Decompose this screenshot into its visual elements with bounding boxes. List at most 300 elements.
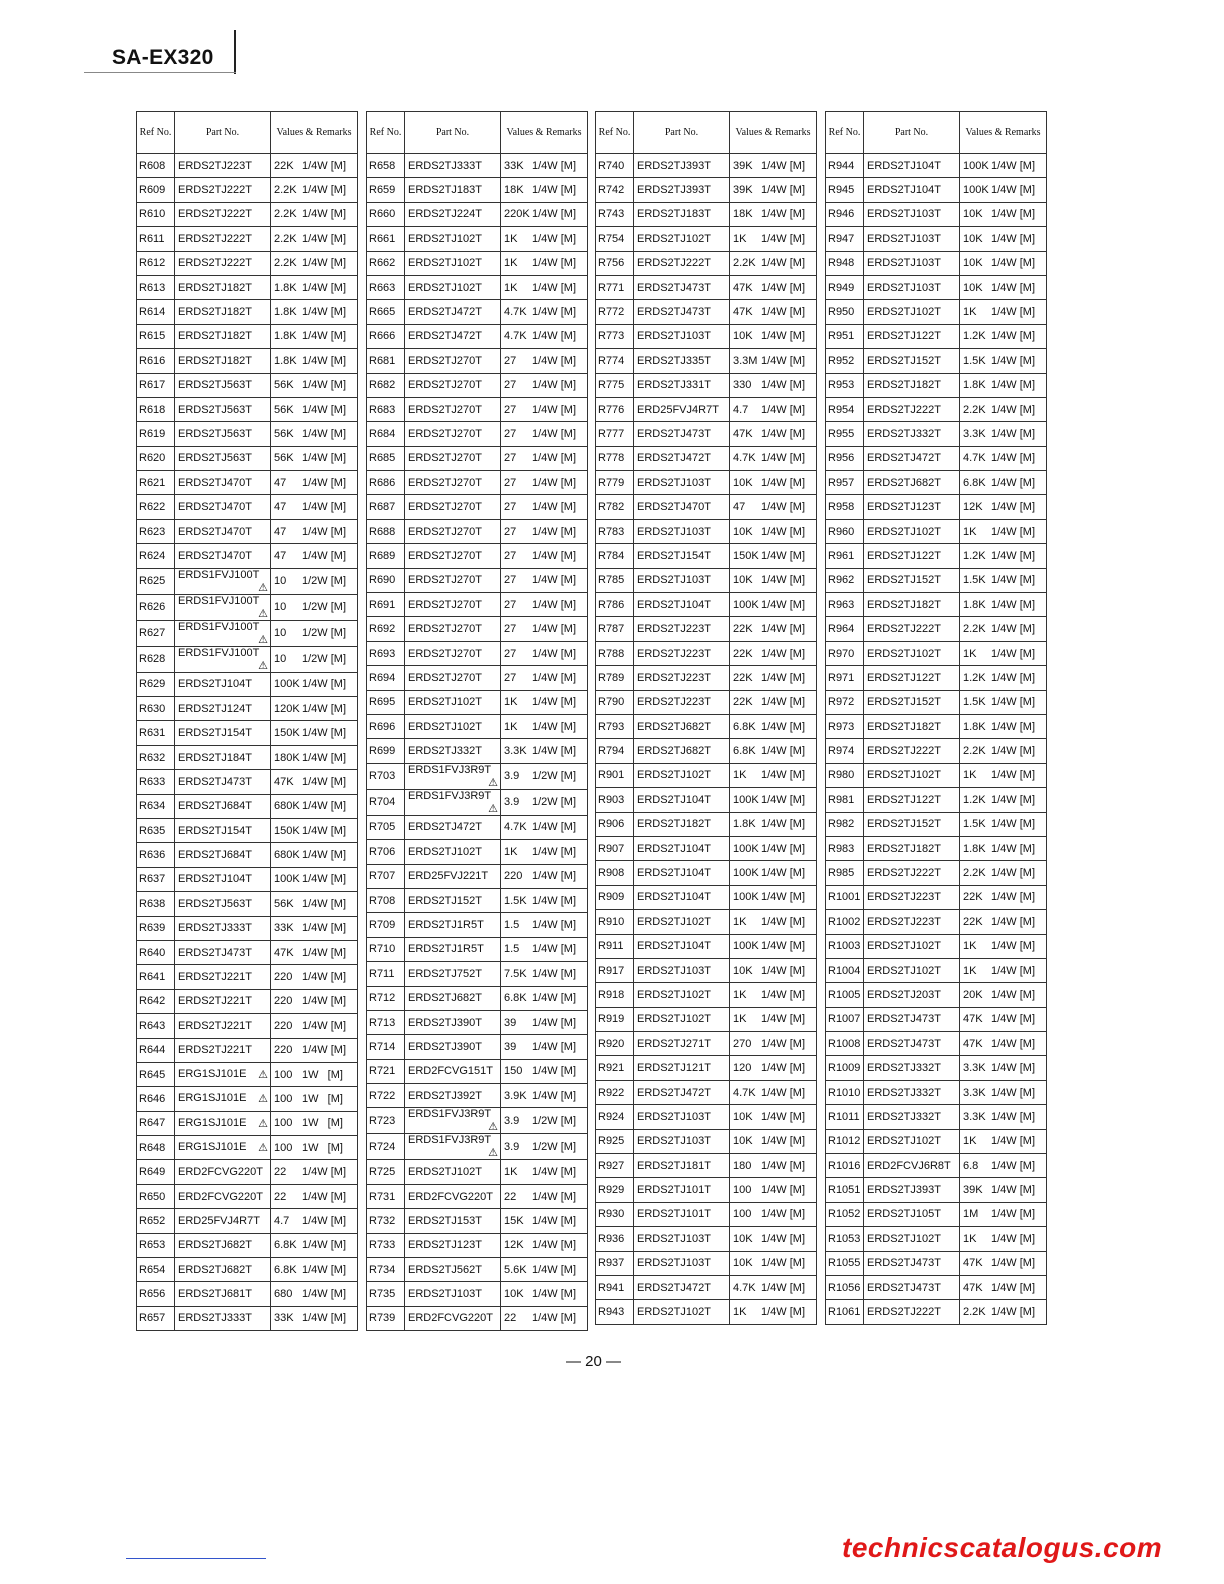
part-no bbox=[405, 1184, 501, 1208]
remarks: 1/4W [M] bbox=[532, 821, 577, 834]
value-remarks bbox=[271, 349, 358, 373]
part-no bbox=[405, 300, 501, 324]
part-no bbox=[864, 1105, 960, 1129]
ref-no: R909 bbox=[596, 885, 634, 909]
remarks: 1/4W [M] bbox=[302, 257, 347, 270]
table-row bbox=[596, 519, 817, 543]
part-no-text: ERDS2TJ393T bbox=[867, 1184, 941, 1197]
table-row bbox=[596, 617, 817, 641]
part-no-text: ERDS2TJ104T bbox=[637, 891, 711, 904]
ref-no: R711 bbox=[367, 962, 405, 986]
part-no-text: ERDS2TJ102T bbox=[867, 1232, 941, 1245]
part-no-text: ERDS2TJ684T bbox=[178, 800, 252, 813]
ref-no: R771 bbox=[596, 275, 634, 299]
part-no bbox=[405, 519, 501, 543]
resistance-value: 3.3K bbox=[504, 745, 527, 758]
ref-no: R941 bbox=[596, 1275, 634, 1299]
ref-no: R777 bbox=[596, 422, 634, 446]
resistance-value: 4.7K bbox=[733, 1281, 756, 1294]
table-row bbox=[596, 1105, 817, 1129]
resistance-value: 1M bbox=[963, 1208, 979, 1221]
part-no-text: ERDS2TJ332T bbox=[867, 1110, 941, 1123]
remarks: 1/4W [M] bbox=[532, 159, 577, 172]
part-no-text: ERDS2TJ270T bbox=[408, 623, 482, 636]
table-row bbox=[826, 983, 1047, 1007]
resistance-value: 47 bbox=[274, 501, 287, 514]
table-row bbox=[596, 593, 817, 617]
ref-no: R649 bbox=[137, 1160, 175, 1184]
part-no bbox=[175, 916, 271, 940]
value-remarks bbox=[730, 885, 817, 909]
table-row bbox=[137, 202, 358, 226]
remarks: 1/4W [M] bbox=[761, 647, 806, 660]
table-row bbox=[826, 1056, 1047, 1080]
value-remarks bbox=[501, 1084, 588, 1108]
value-remarks bbox=[271, 495, 358, 519]
ref-no: R632 bbox=[137, 745, 175, 769]
part-no-text: ERDS2TJ103T bbox=[867, 257, 941, 270]
resistance-value: 3.9 bbox=[504, 796, 520, 809]
part-no-text: ERDS2TJ104T bbox=[637, 867, 711, 880]
part-no-text: ERDS2TJ102T bbox=[637, 769, 711, 782]
remarks: 1/4W [M] bbox=[302, 873, 347, 886]
values-header: Values & Remarks bbox=[960, 112, 1047, 154]
table-row bbox=[826, 154, 1047, 178]
ref-no: R947 bbox=[826, 227, 864, 251]
resistance-value: 220 bbox=[274, 971, 293, 984]
part-no bbox=[405, 789, 501, 815]
ref-no: R943 bbox=[596, 1300, 634, 1324]
part-no bbox=[634, 471, 730, 495]
table-row bbox=[596, 788, 817, 812]
value-remarks bbox=[730, 544, 817, 568]
table-row bbox=[137, 154, 358, 178]
resistance-value: 1K bbox=[733, 988, 747, 1001]
resistance-value: 100K bbox=[963, 184, 989, 197]
part-no bbox=[864, 1251, 960, 1275]
part-no bbox=[864, 593, 960, 617]
part-no-text: ERDS2TJ470T bbox=[178, 476, 252, 489]
value-remarks bbox=[960, 666, 1047, 690]
remarks: 1/4W [M] bbox=[302, 1044, 347, 1057]
table-row bbox=[137, 843, 358, 867]
resistance-value: 150K bbox=[274, 727, 300, 740]
resistance-value: 1K bbox=[963, 1232, 977, 1245]
ref-no: R773 bbox=[596, 324, 634, 348]
part-no bbox=[634, 324, 730, 348]
value-remarks bbox=[501, 1209, 588, 1233]
value-remarks bbox=[730, 446, 817, 470]
part-no-text: ERD2FCVG220T bbox=[408, 1190, 493, 1203]
part-no-text: ERDS2TJ223T bbox=[867, 891, 941, 904]
remarks: 1/4W [M] bbox=[532, 745, 577, 758]
remarks: 1/4W [M] bbox=[761, 745, 806, 758]
resistance-value: 1K bbox=[504, 1166, 518, 1179]
part-no-text: ERDS2TJ270T bbox=[408, 379, 482, 392]
resistance-value: 1K bbox=[504, 696, 518, 709]
table-row bbox=[826, 422, 1047, 446]
remarks: 1/4W [M] bbox=[302, 232, 347, 245]
table-row bbox=[596, 641, 817, 665]
resistance-value: 1.5 bbox=[504, 919, 520, 932]
part-no-text: ERDS2TJ390T bbox=[408, 1040, 482, 1053]
ref-no: R616 bbox=[137, 349, 175, 373]
table-row bbox=[826, 373, 1047, 397]
remarks: 1/4W [M] bbox=[302, 1019, 347, 1032]
part-no-text: ERDS2TJ335T bbox=[637, 354, 711, 367]
ref-no: R772 bbox=[596, 300, 634, 324]
value-remarks bbox=[730, 812, 817, 836]
resistance-value: 22K bbox=[733, 623, 753, 636]
part-no-text: ERDS2TJ154T bbox=[178, 824, 252, 837]
value-remarks bbox=[730, 227, 817, 251]
part-no bbox=[634, 666, 730, 690]
resistance-value: 10K bbox=[963, 281, 983, 294]
remarks: 1/4W [M] bbox=[302, 897, 347, 910]
value-remarks bbox=[730, 714, 817, 738]
remarks: 1/4W [M] bbox=[761, 915, 806, 928]
table-row bbox=[137, 620, 358, 646]
ref-no: R628 bbox=[137, 646, 175, 672]
part-no-text: ERDS2TJ182T bbox=[867, 720, 941, 733]
part-no-text: ERDS2TJ103T bbox=[637, 525, 711, 538]
part-no-text: ERDS2TJ270T bbox=[408, 476, 482, 489]
ref-no: R742 bbox=[596, 178, 634, 202]
remarks: 1/4W [M] bbox=[991, 647, 1036, 660]
ref-no: R735 bbox=[367, 1282, 405, 1306]
ref-no: R710 bbox=[367, 937, 405, 961]
resistance-value: 6.8K bbox=[274, 1239, 297, 1252]
ref-no: R775 bbox=[596, 373, 634, 397]
table-row bbox=[826, 519, 1047, 543]
value-remarks bbox=[960, 519, 1047, 543]
ref-no: R970 bbox=[826, 641, 864, 665]
value-remarks bbox=[271, 916, 358, 940]
part-no bbox=[864, 958, 960, 982]
part-no bbox=[405, 324, 501, 348]
part-no bbox=[864, 275, 960, 299]
part-no-text: ERDS2TJ103T bbox=[637, 1257, 711, 1270]
resistance-value: 1.8K bbox=[963, 598, 986, 611]
part-no bbox=[175, 495, 271, 519]
ref-no: R646 bbox=[137, 1087, 175, 1111]
remarks: 1/4W [M] bbox=[761, 232, 806, 245]
resistance-value: 100 bbox=[274, 1092, 293, 1105]
ref-no: R980 bbox=[826, 763, 864, 787]
ref-no: R642 bbox=[137, 989, 175, 1013]
part-no bbox=[864, 1227, 960, 1251]
resistance-value: 10K bbox=[733, 1232, 753, 1245]
part-no bbox=[175, 794, 271, 818]
value-remarks bbox=[271, 544, 358, 568]
part-no-text: ERDS1FVJ3R9T bbox=[408, 789, 492, 802]
table-row bbox=[367, 1306, 588, 1330]
part-no-text: ERDS2TJ154T bbox=[178, 727, 252, 740]
ref-no: R790 bbox=[596, 690, 634, 714]
table-row bbox=[367, 471, 588, 495]
table-row bbox=[826, 349, 1047, 373]
remarks: 1/4W [M] bbox=[991, 1232, 1036, 1245]
remarks: 1/4W [M] bbox=[991, 427, 1036, 440]
value-remarks bbox=[271, 471, 358, 495]
remarks: 1/4W [M] bbox=[302, 354, 347, 367]
resistance-value: 47K bbox=[733, 281, 753, 294]
value-remarks bbox=[730, 1227, 817, 1251]
table-row bbox=[367, 1184, 588, 1208]
ref-header: Ref No. bbox=[596, 112, 634, 154]
part-no bbox=[175, 397, 271, 421]
resistance-value: 22 bbox=[274, 1190, 287, 1203]
value-remarks bbox=[501, 641, 588, 665]
value-remarks bbox=[960, 349, 1047, 373]
part-no-text: ERD2FCVG220T bbox=[178, 1190, 263, 1203]
part-no-text: ERDS2TJ473T bbox=[178, 946, 252, 959]
value-remarks bbox=[730, 641, 817, 665]
part-no-text: ERDS2TJ682T bbox=[867, 476, 941, 489]
ref-no: R621 bbox=[137, 471, 175, 495]
part-no bbox=[405, 986, 501, 1010]
part-no bbox=[405, 617, 501, 641]
remarks: 1/4W [M] bbox=[991, 1281, 1036, 1294]
value-remarks bbox=[730, 1056, 817, 1080]
table-row bbox=[826, 1007, 1047, 1031]
ref-no: R666 bbox=[367, 324, 405, 348]
remarks: 1/4W [M] bbox=[532, 306, 577, 319]
table-row bbox=[367, 840, 588, 864]
resistance-value: 150 bbox=[504, 1065, 523, 1078]
part-no-text: ERDS2TJ222T bbox=[178, 208, 252, 221]
ref-no: R1007 bbox=[826, 1007, 864, 1031]
part-no-text: ERDS2TJ473T bbox=[637, 427, 711, 440]
part-no-text: ERDS2TJ752T bbox=[408, 967, 482, 980]
remarks: 1/4W [M] bbox=[761, 1281, 806, 1294]
remarks: 1/4W [M] bbox=[302, 824, 347, 837]
part-no-text: ERDS2TJ222T bbox=[867, 623, 941, 636]
part-no-text: ERDS2TJ121T bbox=[637, 1062, 711, 1075]
resistance-value: 3.3K bbox=[963, 1110, 986, 1123]
values-header: Values & Remarks bbox=[730, 112, 817, 154]
table-row bbox=[367, 962, 588, 986]
ref-no: R639 bbox=[137, 916, 175, 940]
value-remarks bbox=[730, 251, 817, 275]
value-remarks bbox=[501, 617, 588, 641]
value-remarks bbox=[501, 227, 588, 251]
table-row bbox=[137, 324, 358, 348]
ref-no: R946 bbox=[826, 202, 864, 226]
remarks: 1/4W [M] bbox=[991, 549, 1036, 562]
ref-no: R957 bbox=[826, 471, 864, 495]
value-remarks bbox=[271, 1282, 358, 1306]
part-no bbox=[864, 983, 960, 1007]
remarks: 1/4W [M] bbox=[991, 184, 1036, 197]
part-no-text: ERDS2TJ563T bbox=[178, 897, 252, 910]
remarks: 1/4W [M] bbox=[761, 842, 806, 855]
resistance-value: 100 bbox=[274, 1117, 293, 1130]
resistance-value: 47K bbox=[963, 1037, 983, 1050]
ref-no: R1011 bbox=[826, 1105, 864, 1129]
part-no-text: ERDS2TJ102T bbox=[408, 232, 482, 245]
part-no bbox=[634, 1227, 730, 1251]
part-no-text: ERDS2TJ222T bbox=[178, 184, 252, 197]
ref-no: R624 bbox=[137, 544, 175, 568]
resistance-value: 47 bbox=[274, 476, 287, 489]
ref-no: R618 bbox=[137, 397, 175, 421]
part-no bbox=[634, 251, 730, 275]
ref-no: R956 bbox=[826, 446, 864, 470]
part-no bbox=[864, 836, 960, 860]
value-remarks bbox=[730, 666, 817, 690]
part-no-text: ERDS2TJ102T bbox=[637, 1013, 711, 1026]
remarks: 1/4W [M] bbox=[991, 696, 1036, 709]
table-row bbox=[596, 1154, 817, 1178]
part-no bbox=[634, 739, 730, 763]
part-no bbox=[634, 568, 730, 592]
resistance-value: 10K bbox=[504, 1288, 524, 1301]
resistance-value: 1K bbox=[733, 915, 747, 928]
value-remarks bbox=[271, 770, 358, 794]
part-no bbox=[175, 1014, 271, 1038]
remarks: 1/4W [M] bbox=[991, 818, 1036, 831]
value-remarks bbox=[730, 1105, 817, 1129]
resistance-value: 100K bbox=[274, 678, 300, 691]
remarks: 1/4W [M] bbox=[991, 354, 1036, 367]
table-row bbox=[137, 300, 358, 324]
resistance-value: 1.8K bbox=[963, 379, 986, 392]
resistance-value: 1.8K bbox=[274, 306, 297, 319]
part-no-text: ERDS2TJ102T bbox=[637, 1306, 711, 1319]
value-remarks bbox=[501, 1306, 588, 1330]
resistance-value: 1K bbox=[733, 1306, 747, 1319]
part-no-text: ERDS2TJ223T bbox=[637, 647, 711, 660]
value-remarks bbox=[501, 202, 588, 226]
resistance-value: 39K bbox=[963, 1184, 983, 1197]
resistance-value: 27 bbox=[504, 476, 517, 489]
table-row bbox=[367, 1108, 588, 1134]
remarks: 1/4W [M] bbox=[991, 1037, 1036, 1050]
part-no-text: ERD2FCVG220T bbox=[408, 1312, 493, 1325]
part-no bbox=[405, 471, 501, 495]
part-no bbox=[864, 471, 960, 495]
part-no-text: ERDS2TJ472T bbox=[637, 1086, 711, 1099]
part-no bbox=[634, 1178, 730, 1202]
part-no-text: ERDS2TJ223T bbox=[637, 671, 711, 684]
ref-no: R1005 bbox=[826, 983, 864, 1007]
ref-no: R784 bbox=[596, 544, 634, 568]
table-row bbox=[596, 202, 817, 226]
resistance-value: 2.2K bbox=[963, 867, 986, 880]
part-no-text: ERDS2TJ153T bbox=[408, 1214, 482, 1227]
part-no-text: ERDS2TJ333T bbox=[178, 922, 252, 935]
part-no bbox=[405, 840, 501, 864]
part-no-text: ERDS2TJ222T bbox=[867, 1306, 941, 1319]
value-remarks bbox=[730, 788, 817, 812]
resistance-value: 4.7K bbox=[504, 821, 527, 834]
part-no-text: ERDS2TJ472T bbox=[637, 1281, 711, 1294]
table-row bbox=[826, 544, 1047, 568]
value-remarks bbox=[960, 861, 1047, 885]
remarks: 1W [M] bbox=[302, 1068, 343, 1081]
resistance-value: 27 bbox=[504, 671, 517, 684]
value-remarks bbox=[960, 593, 1047, 617]
remarks: 1/4W [M] bbox=[532, 452, 577, 465]
value-remarks bbox=[501, 495, 588, 519]
value-remarks bbox=[960, 446, 1047, 470]
value-remarks bbox=[501, 1134, 588, 1160]
table-row bbox=[596, 1275, 817, 1299]
resistance-value: 27 bbox=[504, 501, 517, 514]
ref-no: R971 bbox=[826, 666, 864, 690]
table-row bbox=[596, 910, 817, 934]
table-row bbox=[367, 1010, 588, 1034]
resistance-value: 6.8K bbox=[274, 1263, 297, 1276]
resistance-value: 15K bbox=[504, 1214, 524, 1227]
part-no-text: ERDS2TJ270T bbox=[408, 403, 482, 416]
part-no-text: ERDS2TJ102T bbox=[408, 281, 482, 294]
value-remarks bbox=[501, 154, 588, 178]
resistance-value: 100K bbox=[733, 891, 759, 904]
resistance-value: 100 bbox=[733, 1208, 752, 1221]
value-remarks bbox=[501, 373, 588, 397]
remarks: 1/4W [M] bbox=[302, 306, 347, 319]
table-row bbox=[137, 519, 358, 543]
remarks: 1/4W [M] bbox=[761, 696, 806, 709]
remarks: 1/4W [M] bbox=[991, 1062, 1036, 1075]
part-no-text: ERDS2TJ332T bbox=[867, 1062, 941, 1075]
remarks: 1/4W [M] bbox=[532, 598, 577, 611]
remarks: 1/4W [M] bbox=[532, 476, 577, 489]
part-no-text: ERD25FVJ4R7T bbox=[178, 1214, 260, 1227]
table-row bbox=[826, 763, 1047, 787]
part-no bbox=[864, 690, 960, 714]
resistance-value: 47 bbox=[274, 549, 287, 562]
value-remarks bbox=[960, 251, 1047, 275]
resistance-value: 56K bbox=[274, 897, 294, 910]
ref-no: R982 bbox=[826, 812, 864, 836]
ref-no: R613 bbox=[137, 275, 175, 299]
table-row bbox=[826, 1080, 1047, 1104]
part-no bbox=[405, 446, 501, 470]
value-remarks bbox=[271, 202, 358, 226]
table-row bbox=[367, 789, 588, 815]
part-no bbox=[634, 958, 730, 982]
part-no-text: ERDS2TJ222T bbox=[867, 867, 941, 880]
remarks: 1/4W [M] bbox=[532, 1089, 577, 1102]
part-no bbox=[175, 324, 271, 348]
remarks: 1/4W [M] bbox=[991, 257, 1036, 270]
remarks: 1/4W [M] bbox=[302, 501, 347, 514]
remarks: 1/4W [M] bbox=[302, 403, 347, 416]
resistance-value: 1.2K bbox=[963, 793, 986, 806]
value-remarks bbox=[960, 1032, 1047, 1056]
resistance-value: 12K bbox=[963, 501, 983, 514]
table-row bbox=[137, 1258, 358, 1282]
resistance-value: 22 bbox=[274, 1166, 287, 1179]
remarks: 1/4W [M] bbox=[532, 549, 577, 562]
part-no bbox=[864, 617, 960, 641]
table-row bbox=[137, 672, 358, 696]
remarks: 1/4W [M] bbox=[532, 671, 577, 684]
part-no bbox=[634, 690, 730, 714]
part-no bbox=[864, 641, 960, 665]
ref-no: R910 bbox=[596, 910, 634, 934]
remarks: 1/4W [M] bbox=[302, 1288, 347, 1301]
resistance-value: 1K bbox=[733, 769, 747, 782]
parts-table-4 bbox=[825, 111, 1047, 1325]
value-remarks bbox=[501, 300, 588, 324]
ref-no: R703 bbox=[367, 763, 405, 789]
part-no-text: ERDS2TJ104T bbox=[867, 159, 941, 172]
ref-no: R722 bbox=[367, 1084, 405, 1108]
